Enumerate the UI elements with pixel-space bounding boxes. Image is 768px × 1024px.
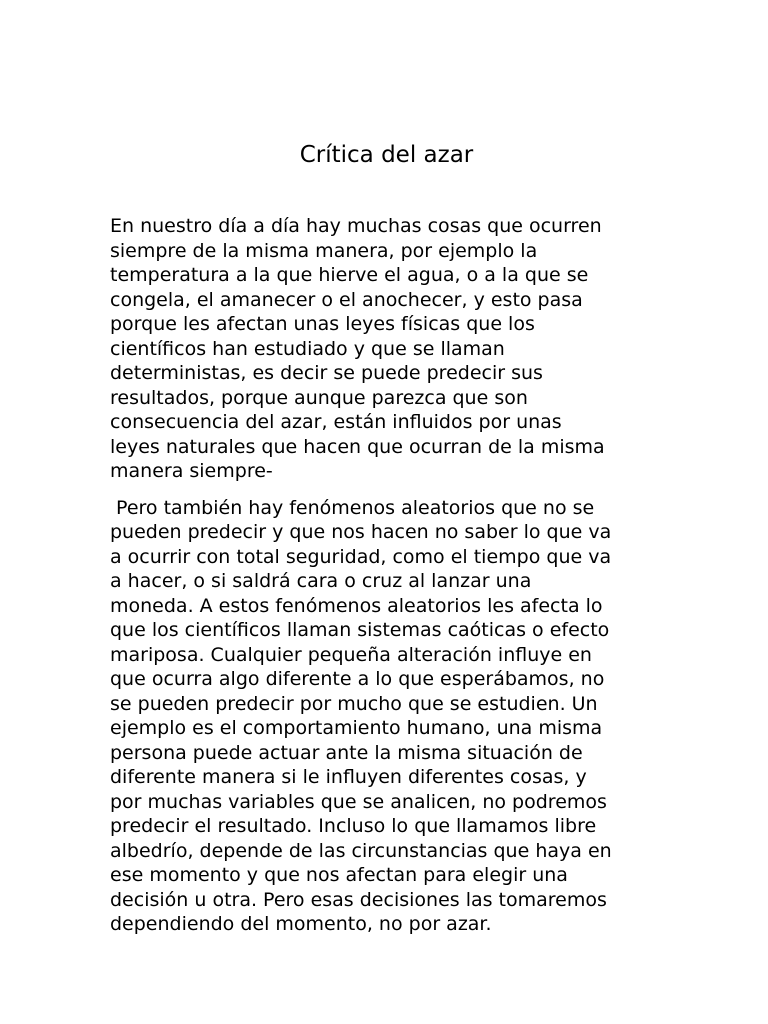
document-body <box>110 214 670 937</box>
paragraph-2: Pero también hay fenómenos aleatorios que no se pueden predecir y que nos hacen no saber lo que va a ocurrir con total seguridad, como el tiempo que va a hacer, o si saldrá cara o cruz al lanzar una moneda. A estos fenómenos aleatorios les afecta lo que los científicos llaman sistemas caóticas o efecto mariposa. Cualquier pequeña alteración influye en que ocurra algo diferente a lo que esperábamos, no se pueden predecir por mucho que se estudien. Un ejemplo es el comportamiento humano, una misma persona puede actuar ante la misma situación de diferente manera si le influyen diferentes cosas, y por muchas variables que se analicen, no podremos predecir el resultado. Incluso lo que llamamos libre albedrío, depende de las circunstancias que haya en ese momento y que nos afectan para elegir una decisión u otra. Pero esas decisiones las tomaremos dependiendo del momento, no por azar. <box>110 496 612 935</box>
document-title: Crítica del azar <box>299 142 474 168</box>
paragraph-1: En nuestro día a día hay muchas cosas que ocurren siempre de la misma manera, por ejemplo la temperatura a la que hierve el agua, o a la que se congela, el amanecer o el anochecer, y esto pasa porque les afectan unas leyes físicas que los científicos han estudiado y que se llaman deterministas, es decir se puede predecir sus resultados, porque aunque parezca que son consecuencia del azar, están influidos por unas leyes naturales que hacen que ocurran de la misma manera siempre- <box>110 215 605 482</box>
